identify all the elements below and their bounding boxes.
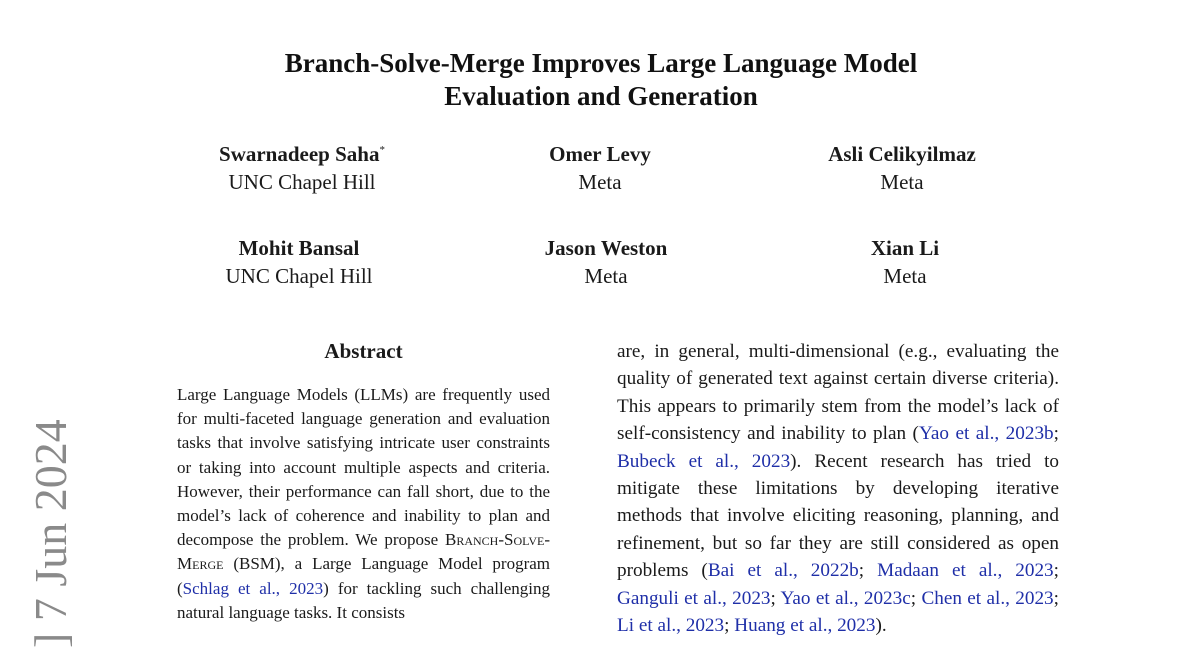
author-affiliation: UNC Chapel Hill [228, 170, 376, 194]
author-name: Mohit Bansal [238, 236, 360, 260]
citation-link[interactable]: Yao et al., 2023b [918, 423, 1054, 445]
citation-link[interactable]: Li et al., 2023 [617, 615, 725, 637]
paper-title [0, 47, 1200, 113]
author-block [149, 234, 449, 290]
author-name: Swarnadeep Saha* [219, 142, 385, 166]
introduction-body: are, in general, multi-dimensional (e.g., evaluating the quality of generated text against certain diverse criteria). This appears to primarily stem from the model’s lack of self-consistency and inability to plan (Yao et al., 2023b; Bubeck et al., 2023). Recent research has tried to mitigate these limitations by developing iterative methods that involve eliciting reasoning, planning, and refinement, but so far they are still considered as open problems (Bai et al., 2022b; Madaan et al., 2023; Ganguli et al., 2023; Yao et al., 2023c; Chen et al., 2023; Li et al., 2023; Huang et al., 2023). [617, 341, 1060, 637]
author-block [450, 140, 750, 196]
citation-link[interactable]: Bubeck et al., 2023 [617, 450, 791, 472]
citation-link[interactable]: Huang et al., 2023 [734, 615, 876, 637]
author-block [755, 234, 1055, 290]
author-name: Omer Levy [549, 142, 651, 166]
citation-link[interactable]: Madaan et al., 2023 [877, 560, 1054, 582]
author-affiliation: Meta [584, 264, 628, 288]
author-name: Jason Weston [544, 236, 668, 260]
author-affiliation: UNC Chapel Hill [225, 264, 373, 288]
author-block [752, 140, 1052, 196]
title-line-1: Branch-Solve-Merge Improves Large Language Model [284, 48, 918, 78]
abstract-heading: Abstract [324, 339, 403, 363]
citation-link[interactable]: Ganguli et al., 2023 [617, 587, 771, 609]
author-block [152, 140, 452, 196]
author-block [456, 234, 756, 290]
abstract-body: Large Language Models (LLMs) are frequently used for multi-faceted language generation and evaluation tasks that involve satisfying intricate user constraints or taking into account multiple aspects and criteria. However, their performance can fall short, due to the model’s lack of coherence and inability to plan and decompose the problem. We propose Branch-Solve-Merge (BSM), a Large Language Model program (Schlag et al., 2023) for tackling such challenging natural language tasks. It consists [177, 385, 550, 622]
citation-link[interactable]: Bai et al., 2022b [707, 560, 859, 582]
author-affiliation: Meta [880, 170, 924, 194]
author-name: Xian Li [870, 236, 940, 260]
author-name: Asli Celikyilmaz [828, 142, 976, 166]
title-line-2: Evaluation and Generation [444, 81, 758, 111]
citation-link[interactable]: Chen et al., 2023 [921, 587, 1054, 609]
arxiv-stamp: ] 7 Jun 2024 [25, 419, 76, 648]
author-affiliation: Meta [883, 264, 927, 288]
method-name: Branch-Solve-Merge [177, 530, 550, 574]
citation-link[interactable]: Schlag et al., 2023 [182, 578, 324, 598]
author-footnote-mark: * [379, 144, 385, 156]
author-affiliation: Meta [578, 170, 622, 194]
citation-link[interactable]: Yao et al., 2023c [780, 587, 911, 609]
